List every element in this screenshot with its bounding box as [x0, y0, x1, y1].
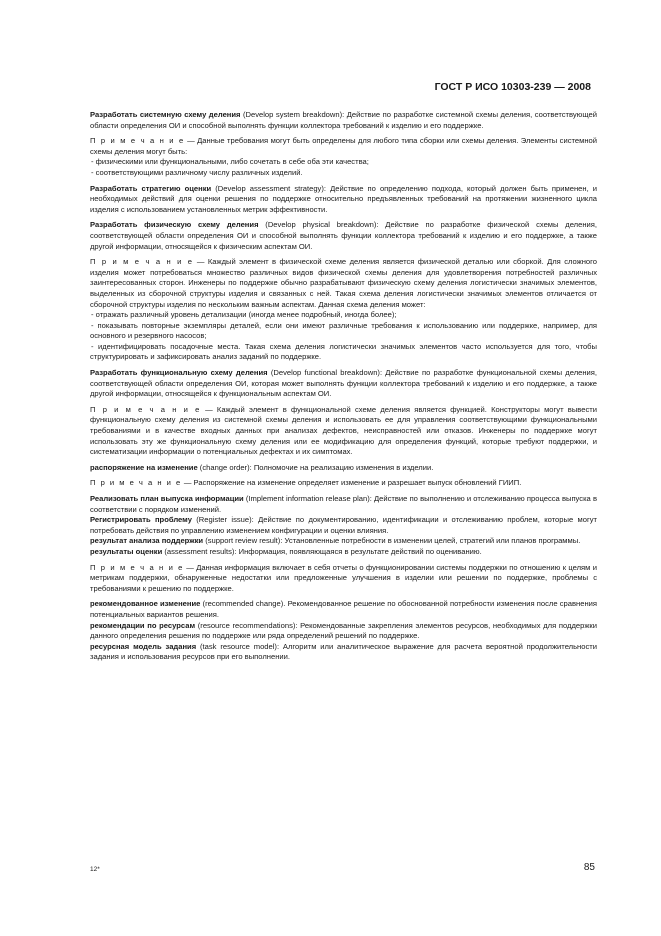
list-item: - физическими или функциональными, либо сочетать в себе оба эти качества; [91, 157, 369, 167]
definition-entry [90, 220, 597, 252]
term: Разработать системную схему деления [90, 110, 241, 119]
note-text: — Данные требования могут быть определены для любого типа сборки или схемы деления. Элементы системной схемы деления могут быть: [90, 136, 597, 156]
note-text: — Каждый элемент в функциональной схеме деления является функцией. Конструкторы могут вывести функциональную схему деления из системной схемы деления и использовать ее для управления соответствующими функциональными требованиями и в качестве входных данных при анализах дефектов, неисправностей или отказов. Инженеры по поддержке могут использовать эту же функциональную схему деления или ее модификацию для определения функций, которые требуют поддержки, и систематизации информации о потенциальных дефектах и их симптомах. [90, 404, 597, 457]
term: Разработать стратегию оценки [90, 183, 212, 193]
term: рекомендованное изменение [90, 599, 201, 609]
term: Разработать физическую схему деления [90, 220, 259, 230]
definition-text: (Develop functional breakdown): Действие по разработке функциональной схемы деления, соответствующей области определения ОИ, которая может выполнять функции коллектора требований к изделию и его поддержке, а также другой информации, относящейся к функциональным аспектам ОИ. [90, 368, 598, 399]
note-label: П р и м е ч а н и е [90, 257, 194, 267]
page-number: 85 [583, 862, 595, 873]
note-text: — Распоряжение на изменение определяет изменение и разрешает выпуск обновлений ГИИП. [181, 478, 522, 488]
list-item: - показывать повторные экземпляры деталей, если они имеют различные требования к использованию или поддержке, например, для основного и резервного насосов; [90, 320, 597, 341]
definition-text: (Develop physical breakdown): Действие по разработке физической схемы деления, соответствующей области определения ОИ и способной выполнять функции коллектора требований к изделию и его поддержке, а также другой информации, относящейся к физическим аспектам ОИ. [90, 220, 597, 251]
note-entry [90, 136, 597, 178]
note-entry [90, 563, 597, 595]
definition-text: (support review result): Установленные потребности в изменении целей, стратегий или планов программы. [203, 536, 581, 546]
term: ресурсная модель задания [90, 641, 197, 651]
note-entry [90, 405, 597, 458]
note-entry [90, 478, 597, 489]
term: результат анализа поддержки [90, 536, 204, 546]
definition-entry [90, 184, 597, 216]
term: Разработать функциональную схему деления [90, 368, 268, 378]
footer-mark: 12* [90, 866, 100, 873]
term: результаты оценки [90, 546, 163, 556]
definition-entry [90, 599, 597, 620]
definition-entry [90, 547, 597, 558]
definition-entry [90, 463, 597, 474]
definition-entry [90, 368, 597, 400]
definition-text: (change order): Полномочие на реализацию изменения в изделии. [197, 462, 434, 472]
note-label: П р и м е ч а н и е [90, 562, 184, 572]
definition-entry [90, 494, 597, 515]
document-body [90, 110, 597, 663]
definition-entry [90, 621, 597, 642]
list-item: - идентифицировать посадочные места. Такая схема деления логистически значимых элементов часто используется для того, чтобы структурировать и зафиксировать анализ заданий по поддержке. [90, 341, 597, 362]
term: распоряжение на изменение [90, 462, 198, 472]
definition-text: (assessment results): Информация, появляющаяся в результате действий по оцениванию. [162, 546, 482, 556]
definition-text: (Develop system breakdown): Действие по разработке системной схемы деления, соответствующей области определения ОИ и способной выполнять функции коллектора требований к изделию и его поддержке. [90, 110, 597, 130]
definition-text: (recommended change). Рекомендованное решение по обоснованной потребности изменения после сравнения потенциальных вариантов решения. [90, 599, 597, 619]
note-entry [90, 257, 597, 363]
note-text: — Каждый элемент в физической схеме деления является физической деталью или сборкой. Для сложного изделия может потребоваться множество различных видов физической схемы деления для удовлетворения потребностей различных заинтересованных сторон. Инженеры по поддержке обычно разрабатывают физическую схему деления логистически значимых элементов, выделенных из сборочной структуры изделия и связанных с ней. Такая схема деления логистически значимых элементов отличается от сборочной структуры изделия по нескольким важным аспектам. Данная схема деления может: [90, 257, 597, 309]
definition-text: (Implement information release plan): Действие по выполнению и отслеживанию процесса выпуска в соответствии с порядком изменений. [90, 494, 597, 514]
definition-text: (Develop assessment strategy): Действие по определению подхода, который должен быть применен, и необходимых действий для оценки решения по поддержке относительно предъявленных требований на протяжении жизненного цикла изделия с использованием установленных метрик эффективности. [90, 183, 597, 214]
definition-text: (Register issue): Действие по документированию, идентификации и отслеживанию проблем, которые могут потребовать действия по управлению изменением конфигурации и оценки влияния. [90, 515, 597, 535]
definition-entry [90, 110, 597, 131]
list-item: - отражать различный уровень детализации (иногда менее подробный, иногда более); [91, 310, 397, 320]
list-item: - соответствующими различному числу различных изделий. [91, 167, 303, 177]
term: Реализовать план выпуска информации [90, 494, 244, 503]
note-label: П р и м е ч а н и е [90, 404, 201, 414]
definition-text: (resource recommendations): Рекомендованные закрепления элементов ресурсов, необходимых для поддержки данного определения решения по поддержке или ряда определений решений по поддержке. [90, 620, 597, 641]
definition-text: (task resource model): Алгоритм или аналитическое выражение для расчета вероятной продолжительности задания и использования ресурсов при его выполнении. [90, 641, 597, 662]
definition-entry [90, 536, 597, 547]
note-text: — Данная информация включает в себя отчеты о функционировании системы поддержки по отношению к целям и метрикам поддержки, обнаруженные недостатки или предложенные улучшения в изделии или решении по поддержке, проблемы с требованиями к решению по поддержке. [90, 562, 597, 593]
note-label: П р и м е ч а н и е [90, 136, 185, 146]
definition-entry [90, 642, 597, 663]
standard-code-header: ГОСТ Р ИСО 10303-239 — 2008 [434, 81, 591, 93]
term: рекомендации по ресурсам [90, 620, 196, 630]
definition-entry [90, 515, 597, 536]
term: Регистрировать проблему [90, 515, 192, 525]
note-label: П р и м е ч а н и е [90, 478, 182, 488]
